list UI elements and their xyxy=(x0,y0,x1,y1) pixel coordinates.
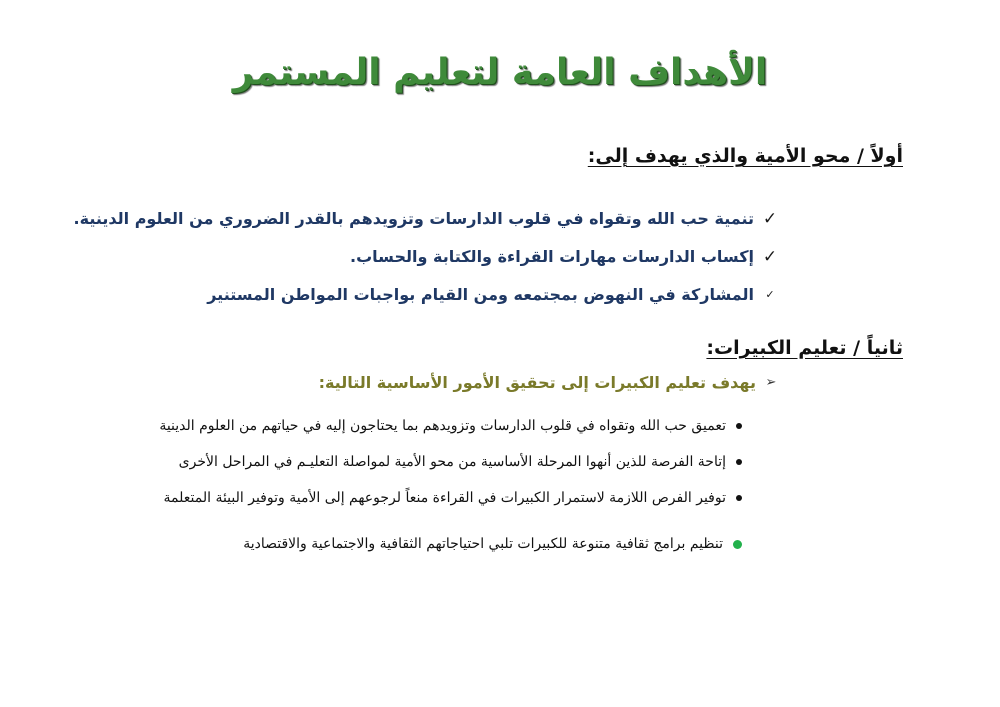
check-mark-small-icon: ✓ xyxy=(765,288,775,301)
adult-education-goals-list xyxy=(159,408,742,562)
list-item-text: تنمية حب الله وتقواه في قلوب الدارسات وتزويدهم بالقدر الضروري من العلوم الدينية. xyxy=(73,209,754,228)
page-title: الأهداف العامة لتعليم المستمر xyxy=(232,52,768,93)
section-two-subheading xyxy=(319,373,778,392)
list-item xyxy=(159,480,742,516)
list-item-text: توفير الفرص اللازمة لاستمرار الكبيرات في القراءة منعاً لرجوعهم إلى الأمية وتوفير البيئة المتعلمة xyxy=(163,490,726,506)
check-mark-icon: ✓ xyxy=(762,247,778,267)
list-item-text: تنظيم برامج ثقافية متنوعة للكبيرات تلبي احتياجاتهم الثقافية والاجتماعية والاقتصادية xyxy=(243,536,723,552)
literacy-goals-list xyxy=(74,200,778,314)
list-item-text: تعميق حب الله وتقواه في قلوب الدارسات وتزويدهم بما يحتاجون إليه في حياتهم من العلوم الدينية xyxy=(159,418,726,434)
subheading-text: يهدف تعليم الكبيرات إلى تحقيق الأمور الأساسية التالية: xyxy=(318,373,756,392)
list-item-text: إتاحة الفرصة للذين أنهوا المرحلة الأساسية من محو الأمية لمواصلة التعليـم في المراحل الأخرى xyxy=(178,454,726,470)
list-item xyxy=(74,200,778,238)
list-item-text: إكساب الدارسات مهارات القراءة والكتابة والحساب. xyxy=(350,247,754,266)
list-item xyxy=(159,444,742,480)
bullet-dot-icon xyxy=(736,423,742,429)
list-item xyxy=(159,408,742,444)
section-one-heading: أولاً / محو الأمية والذي يهدف إلى: xyxy=(587,145,903,167)
arrow-bullet-icon: ➢ xyxy=(765,375,777,390)
list-item xyxy=(159,526,742,562)
check-mark-icon: ✓ xyxy=(762,209,778,229)
bullet-dot-icon xyxy=(736,459,742,465)
list-item xyxy=(74,238,778,276)
bullet-dot-icon xyxy=(736,495,742,501)
green-bullet-dot-icon xyxy=(733,540,742,549)
list-item-text: المشاركة في النهوض بمجتمعه ومن القيام بواجبات المواطن المستنير xyxy=(207,285,754,304)
section-two-heading: ثانياً / تعليم الكبيرات: xyxy=(706,337,903,359)
list-item xyxy=(74,276,778,314)
